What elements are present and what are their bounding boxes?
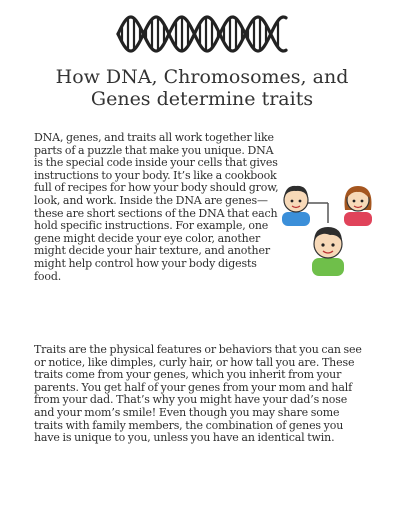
- child-figure-icon: [312, 227, 344, 276]
- family-tree-icon: [278, 178, 378, 278]
- dna-helix-icon: [112, 6, 292, 62]
- dad-figure-icon: [282, 186, 310, 226]
- mom-figure-icon: [344, 186, 372, 226]
- page-title: [0, 66, 404, 110]
- family-connector-lines: [308, 203, 328, 223]
- paragraph-traits: Traits are the physical features or behaviors that you can see or notice, like dimples, curly hair, or how tall you are. These traits come from your genes, which you inherit from your parents. You get half of your genes from your mom and half from your dad. That’s why you might have your dad’s nose and your mom’s smile! Even though you may share some traits with family members, the combination of genes you have is unique to you, unless you have an identical twin.: [34, 343, 362, 445]
- title-line-2: Genes determine traits: [90, 88, 314, 110]
- paragraph-dna-genes: DNA, genes, and traits all work together like parts of a puzzle that make you unique. DNA is the special code inside your cells that gives instructions to your body. It’s like a cookbook full of recipes for how your body should grow, look, and work. Inside the DNA are genes—these are short sections of the DNA that each hold specific instructions. For example, one gene might decide your eye color, another might decide your hair texture, and another might help control how your body digests food.: [34, 131, 279, 283]
- title-line-1: How DNA, Chromosomes, and: [55, 66, 349, 88]
